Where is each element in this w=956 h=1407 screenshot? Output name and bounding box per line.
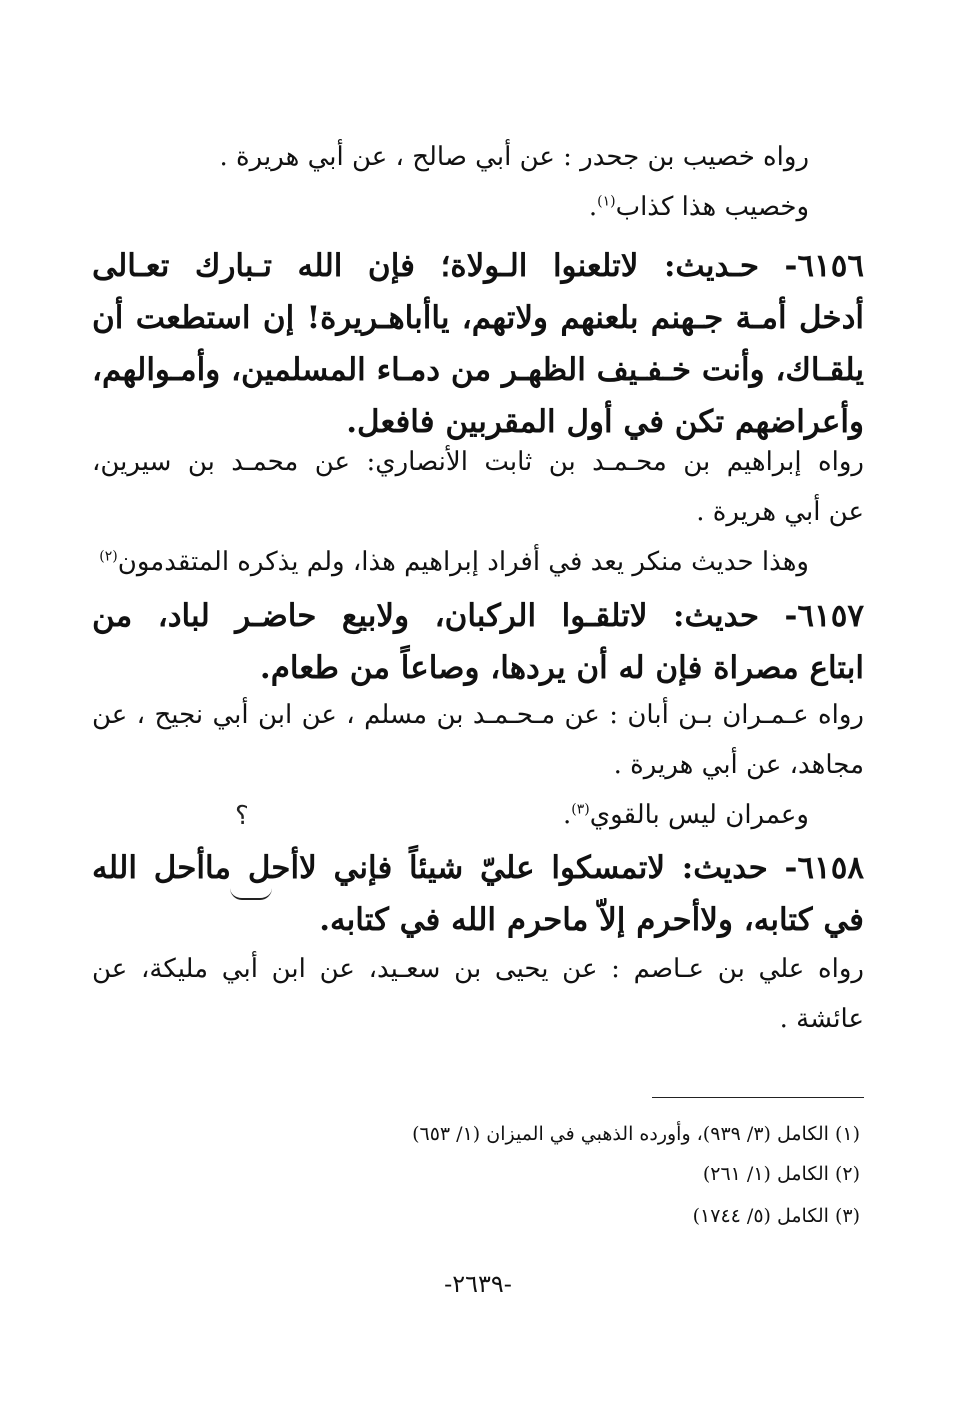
narrator-note-end: . [588, 192, 598, 222]
hadith-line: ابتاع مصراة فإن له أن يردها، وصاعاً من طعام. [259, 650, 864, 686]
narrator-note-text: وخصيب هذا كذاب [615, 192, 809, 222]
narrator-note [92, 790, 864, 840]
handwritten-question-mark: ؟ [235, 801, 249, 831]
hadith-line: يلقـاك، وأنت خـفـيف الظهـر من دمـاء المسلمين، وأمـوالهم، [91, 352, 864, 388]
narration-line: رواه خصيب بن جحدر : عن أبي صالح ، عن أبي هريرة . [219, 142, 809, 172]
hadith-line: ٦١٥٧- حديث: لاتلقـوا الركبان، ولابيع حاضـر لباد، من [92, 598, 864, 634]
hadith-line: في كتابه، ولاأحرم إلاّ ماحرم الله في كتابه. [319, 902, 864, 938]
narrator-note [92, 537, 864, 587]
narration-line: عن أبي هريرة . [696, 497, 864, 527]
footnote-1: (١) الكامل (٣/ ٩٣٩)، وأورده الذهبي في الميزان (١/ ٦٥٣) [412, 1123, 860, 1145]
narration-line: رواه علي بن عـاصم : عن يحيى بن سعـيد، عن ابن أبي مليكة، عن [92, 954, 864, 984]
footnote-ref: (٣) [571, 801, 590, 818]
footnote-3: (٣) الكامل (٥/ ١٧٤٤) [692, 1205, 860, 1227]
narration-6158 [92, 944, 864, 1044]
page-number: -٢٦٣٩- [444, 1270, 512, 1298]
narration-line: رواه إبراهيم بن محـمـد بن ثابت الأنصاري: عن محمـد بن سيرين، [92, 447, 864, 477]
narration-line: رواه عـمـران بـن أبان : عن مـحـمـد بن مسلم ، عن ابن أبي نجيح ، عن [92, 700, 864, 730]
narration-line: مجاهد، عن أبي هريرة . [613, 750, 864, 780]
hadith-6156 [92, 240, 864, 448]
footnote-ref: (٢) [99, 548, 118, 565]
hadith-line: أدخل أمـة جـهنم بلعنهم ولاتهم، ياأباهـريرة! إن استطعت أن [92, 300, 864, 336]
narrator-note-end: . [563, 800, 572, 830]
narration-line: عائشة . [779, 1004, 864, 1034]
footnote-2: (٢) الكامل (١/ ٢٦١) [702, 1163, 860, 1185]
hadith-6157 [92, 590, 864, 694]
narration-6157 [92, 690, 864, 840]
footnote-separator [652, 1097, 864, 1098]
narration-6156 [92, 437, 864, 587]
narrator-note [189, 182, 809, 232]
narrator-note-text: وهذا حديث منكر يعد في أفراد إبراهيم هذا، ولم يذكره المتقدمون [117, 547, 809, 577]
hadith-6158 [92, 842, 864, 946]
hadith-line: ٦١٥٨- حديث: لاتمسكوا عليّ شيئاً فإني لاأحل ماأحل الله [92, 850, 864, 886]
footnote-ref: (١) [597, 193, 616, 210]
hadith-line: ٦١٥٦- حـديث: لاتلعنوا الـولاة؛ فإن الله تـبارك تعـالى [92, 248, 864, 284]
narrator-note-text: وعمران ليس بالقوي [589, 800, 809, 830]
narration-6155-tail [189, 132, 809, 232]
hadith-line: وأعراضهم تكن في أول المقربين فافعل. [346, 404, 864, 440]
